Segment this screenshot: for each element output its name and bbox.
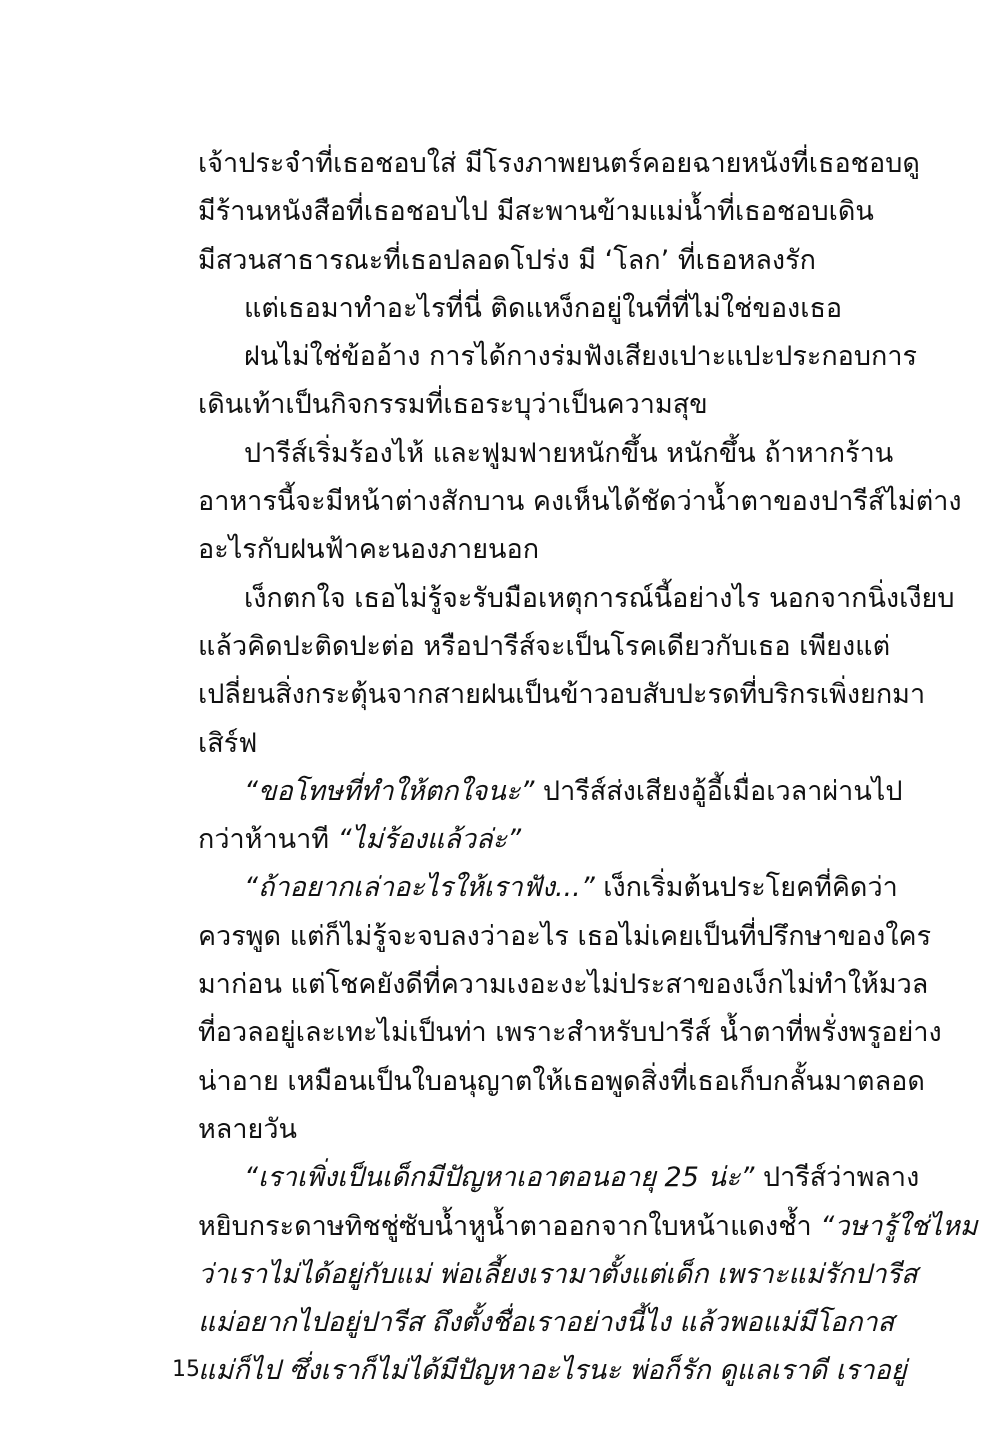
text-line: มีสวนสาธารณะที่เธอปลอดโปร่ง มี ‘โลก’ ที่เธอหลงรัก (198, 244, 816, 276)
text-line: มาก่อน แต่โชคยังดีที่ความเงอะงะไม่ประสาของเง็กไม่ทำให้มวล (198, 969, 929, 1001)
text-line: ที่อวลอยู่เละเทะไม่เป็นท่า เพราะสำหรับปารีส์ น้ำตาที่พรั่งพรูอย่าง (198, 1017, 942, 1049)
text-line: “ขอโทษที่ทำให้ตกใจนะ” ปารีส์ส่งเสียงอู้อี้เมื่อเวลาผ่านไป (244, 775, 903, 807)
text-line (198, 1347, 907, 1395)
dialogue-quote: แม่ก็ไป ซึ่งเราก็ไม่ได้มีปัญหาอะไรนะ พ่อก็รัก ดูแลเราดี เราอยู่ (198, 1355, 907, 1387)
text-line (198, 1251, 918, 1299)
text-line: เสิร์ฟ (198, 727, 258, 759)
text-line: เปลี่ยนสิ่งกระตุ้นจากสายฝนเป็นข้าวอบสับปะรดที่บริกรเพิ่งยกมา (198, 679, 926, 711)
body-text (198, 140, 978, 1396)
dialogue-quote: “ไม่ร้องแล้วล่ะ” (337, 824, 522, 856)
dialogue-quote: “ถ้าอยากเล่าอะไรให้เราฟัง...” (244, 872, 595, 904)
text-line: เดินเท้าเป็นกิจกรรมที่เธอระบุว่าเป็นความสุข (198, 389, 708, 421)
text-line: หยิบกระดาษทิชชู่ซับน้ำหูน้ำตาออกจากใบหน้าแดงช้ำ “วษารู้ใช่ไหม (198, 1210, 978, 1242)
page-number: 15 (172, 1357, 200, 1382)
text-line: อะไรกับฝนฟ้าคะนองภายนอก (198, 534, 540, 566)
text-line: หลายวัน (198, 1113, 297, 1145)
dialogue-quote: “เราเพิ่งเป็นเด็กมีปัญหาเอาตอนอายุ 25 น่ะ” (244, 1162, 755, 1194)
text-line: แล้วคิดปะติดปะต่อ หรือปารีส์จะเป็นโรคเดียวกับเธอ เพียงแต่ (198, 630, 891, 662)
text-line: กว่าห้านาที “ไม่ร้องแล้วล่ะ” (198, 824, 522, 856)
text-line: น่าอาย เหมือนเป็นใบอนุญาตให้เธอพูดสิ่งที่เธอเก็บกลั้นมาตลอด (198, 1065, 925, 1097)
text-line: เจ้าประจำที่เธอชอบใส่ มีโรงภาพยนตร์คอยฉายหนังที่เธอชอบดู (198, 148, 920, 179)
text-line: ควรพูด แต่ก็ไม่รู้จะจบลงว่าอะไร เธอไม่เคยเป็นที่ปรึกษาของใคร (198, 920, 932, 952)
text-line: อาหารนี้จะมีหน้าต่างสักบาน คงเห็นได้ชัดว่าน้ำตาของปารีส์ไม่ต่าง (198, 486, 962, 518)
text-line: “ถ้าอยากเล่าอะไรให้เราฟัง...” เง็กเริ่มต้นประโยคที่คิดว่า (244, 872, 898, 904)
text-line: มีร้านหนังสือที่เธอชอบไป มีสะพานข้ามแม่น้ำที่เธอชอบเดิน (198, 196, 874, 228)
dialogue-quote: “ขอโทษที่ทำให้ตกใจนะ” (244, 775, 535, 807)
text-line: เง็กตกใจ เธอไม่รู้จะรับมือเหตุการณ์นี้อย่างไร นอกจากนิ่งเงียบ (244, 582, 955, 614)
text-line (198, 1299, 895, 1347)
text-line: ฝนไม่ใช่ข้ออ้าง การได้กางร่มฟังเสียงเปาะแปะประกอบการ (244, 341, 918, 373)
text-line: “เราเพิ่งเป็นเด็กมีปัญหาเอาตอนอายุ 25 น่ะ” ปารีส์ว่าพลาง (244, 1162, 920, 1194)
dialogue-quote: แม่อยากไปอยู่ปารีส ถึงตั้งชื่อเราอย่างนี้ไง แล้วพอแม่มีโอกาส (198, 1307, 895, 1339)
text-line: แต่เธอมาทำอะไรที่นี่ ติดแหง็กอยู่ในที่ที่ไม่ใช่ของเธอ (244, 292, 843, 324)
dialogue-quote: “วษารู้ใช่ไหม (820, 1210, 978, 1242)
text-line: ปารีส์เริ่มร้องไห้ และฟูมฟายหนักขึ้น หนักขึ้น ถ้าหากร้าน (244, 437, 894, 469)
dialogue-quote: ว่าเราไม่ได้อยู่กับแม่ พ่อเลี้ยงเรามาตั้งแต่เด็ก เพราะแม่รักปารีส (198, 1258, 918, 1290)
